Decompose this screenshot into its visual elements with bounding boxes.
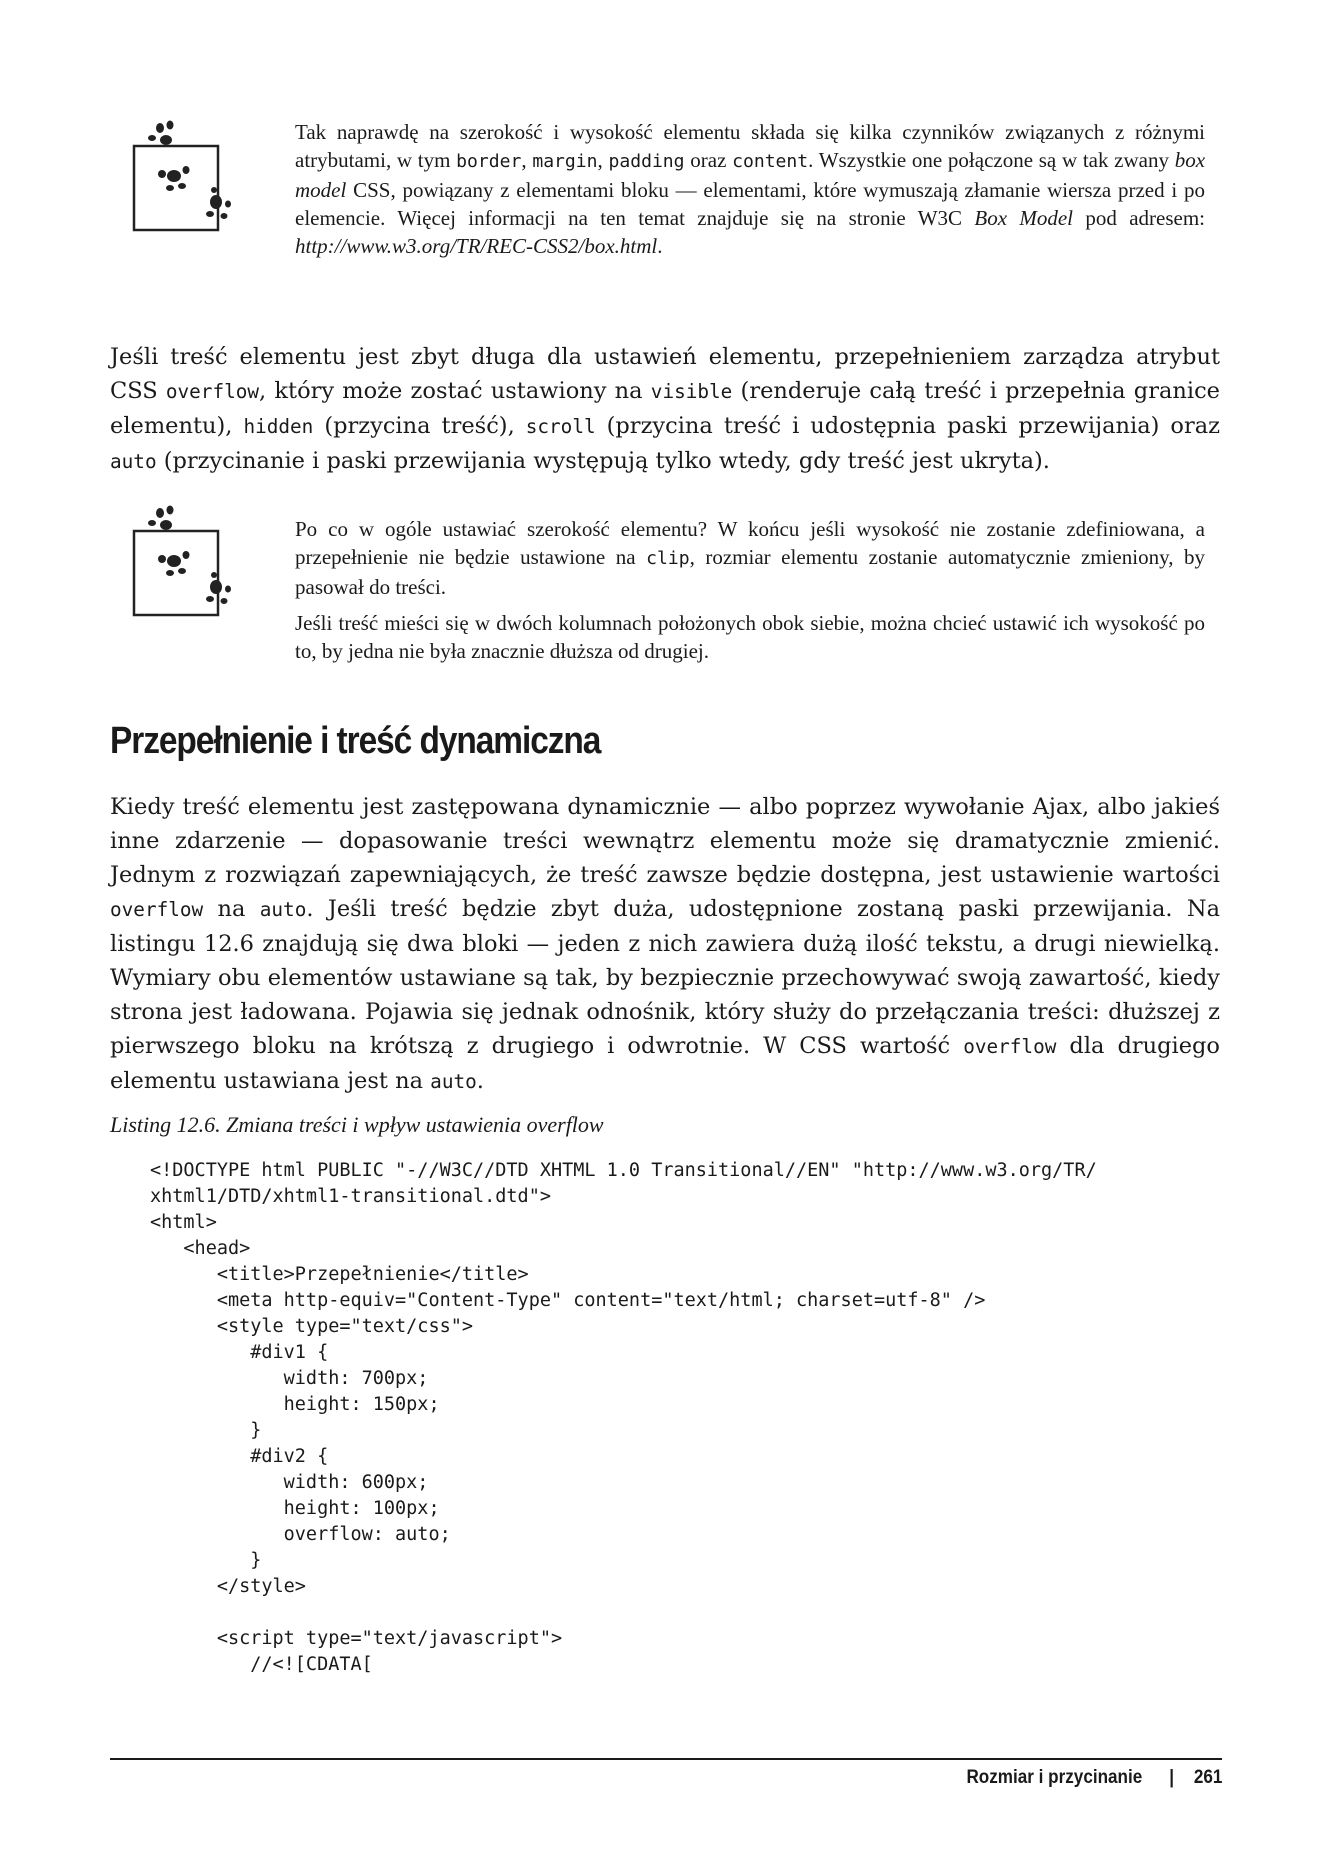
inline-code: border [456, 151, 522, 172]
page-footer [966, 1767, 1222, 1789]
inline-code: scroll [525, 415, 596, 438]
emphasis-text: box model [295, 148, 1206, 202]
text-run: . Jeśli treść będzie zbyt duża, udostępnione zostaną paski przewijania. Na listingu 12.6 znajdują się dwa bloki — jeden z nich zawiera dużą ilość tekstu, a drugi niewielką. Wymiary obu elementów ustawiane są tak, by bezpiecznie przechowywać swoją zawartość, kiedy strona jest ładowana. Pojawia się jednak odnośnik, który służy do przełączania treści: dłuższej z pierwszego bloku na krótszą z drugiego i odwrotnie. W CSS wartość [110, 896, 1220, 1059]
code-line: </style> [216, 1576, 306, 1597]
code-line: <head> [183, 1238, 251, 1259]
code-line: <meta http-equiv="Content-Type" content="text/html; charset=utf-8" /> [216, 1290, 986, 1311]
listing-caption: Listing 12.6. Zmiana treści i wpływ ustawienia overflow [110, 1112, 604, 1137]
paw-prints-icon [130, 503, 250, 623]
footer-separator: | [1168, 1767, 1174, 1788]
text-run: (renderuje całą treść i przepełnia granice elementu), [110, 378, 1220, 439]
code-line: #div2 { [250, 1446, 329, 1467]
code-line: <html> [150, 1212, 217, 1233]
code-listing [150, 1158, 1230, 1678]
paragraph-overflow-intro [110, 340, 1220, 479]
footer-rule [110, 1758, 1222, 1760]
text-run: . [657, 234, 663, 258]
text-run: . Wszystkie one połączone są w tak zwany [808, 148, 1175, 172]
code-line: overflow: auto; [283, 1524, 451, 1545]
text-run: Po co w ogóle ustawiać szerokość elementu? W końcu jeśli wysokość nie zostanie zdefiniowana, a przepełnienie nie będzie ustawione na [295, 517, 1205, 569]
code-line: //<![CDATA[ [250, 1654, 373, 1675]
inline-code: hidden [243, 415, 314, 438]
code-line: } [250, 1420, 262, 1441]
tip-note-text [295, 118, 1205, 268]
inline-code: content [732, 151, 809, 172]
text-run: , który może zostać ustawiony na [259, 378, 651, 404]
inline-code: padding [608, 151, 685, 172]
code-line: xhtml1/DTD/xhtml1-transitional.dtd"> [150, 1186, 551, 1207]
text-run: Jeśli treść elementu jest zbyt długa dla ustawień elementu, przepełnieniem zarządza atrybut CSS [110, 344, 1220, 404]
emphasis-text: Box Model [974, 206, 1074, 230]
inline-code: visible [650, 380, 733, 403]
inline-code: overflow [963, 1035, 1057, 1058]
section-title: Przepełnienie i treść dynamiczna [110, 720, 601, 762]
inline-code: overflow [110, 898, 204, 921]
text-run: Jeśli treść mieści się w dwóch kolumnach położonych obok siebie, można chcieć ustawić ich wysokość po to, by jedna nie była znacznie dłuższa od drugiej. [295, 611, 1205, 663]
code-line: <script type="text/javascript"> [216, 1628, 563, 1649]
text-run: (przycina treść i udostępnia paski przewijania) oraz [595, 413, 1220, 439]
inline-code: overflow [165, 380, 260, 403]
inline-code: auto [259, 898, 307, 921]
code-line: <style type="text/css"> [216, 1316, 474, 1337]
text-run: (przycinanie i paski przewijania występują tylko wtedy, gdy treść jest ukryta). [156, 448, 1050, 474]
paw-prints-icon [130, 118, 250, 238]
code-line: height: 150px; [283, 1394, 440, 1415]
text-run: , rozmiar elementu zostanie automatycznie zmieniony, by pasował do treści. [295, 545, 1205, 599]
tip-note-text [295, 515, 1205, 673]
inline-code: clip [646, 548, 690, 569]
code-line: } [250, 1550, 262, 1571]
text-run: Tak naprawdę na szerokość i wysokość elementu składa się kilka czynników związanych z różnymi atrybutami, w tym [295, 120, 1205, 172]
inline-code: margin [532, 151, 598, 172]
emphasis-text: http://www.w3.org/TR/REC-CSS2/box.html [295, 234, 658, 258]
text-run: pod adresem: [1073, 206, 1206, 230]
code-line: width: 600px; [283, 1472, 429, 1493]
chapter-title: Rozmiar i przycinanie [966, 1767, 1142, 1788]
page-number: 261 [1193, 1767, 1222, 1788]
text-run: dla drugiego elementu ustawiana jest na [110, 1033, 1220, 1094]
text-run: CSS, powiązany z elementami bloku — elementami, które wymuszają złamanie wiersza przed i po elemencie. Więcej informacji na ten temat znajduje się na stronie W3C [295, 178, 1205, 230]
inline-code: auto [110, 450, 157, 473]
code-line: <!DOCTYPE html PUBLIC "-//W3C//DTD XHTML 1.0 Transitional//EN" "http://www.w3.org/TR/ [150, 1160, 1097, 1181]
code-line: height: 100px; [283, 1498, 440, 1519]
code-line: <title>Przepełnienie</title> [216, 1264, 529, 1285]
text-run: Kiedy treść elementu jest zastępowana dynamicznie — albo poprzez wywołanie Ajax, albo jakieś inne zdarzenie — dopasowanie treści wewnątrz elementu może się dramatycznie zmienić. Jednym z rozwiązań zapewniających, że treść zawsze będzie dostępna, jest ustawienie wartości [110, 794, 1220, 888]
paragraph-dynamic-content [110, 790, 1220, 1099]
text-run: . [476, 1068, 484, 1094]
code-line: width: 700px; [283, 1368, 429, 1389]
text-run: , [521, 148, 533, 172]
text-run: (przycina treść), [313, 413, 526, 439]
code-line: #div1 { [250, 1342, 329, 1363]
text-run: na [203, 896, 260, 922]
text-run: , [597, 148, 609, 172]
text-run: oraz [684, 148, 733, 172]
inline-code: auto [430, 1070, 477, 1093]
